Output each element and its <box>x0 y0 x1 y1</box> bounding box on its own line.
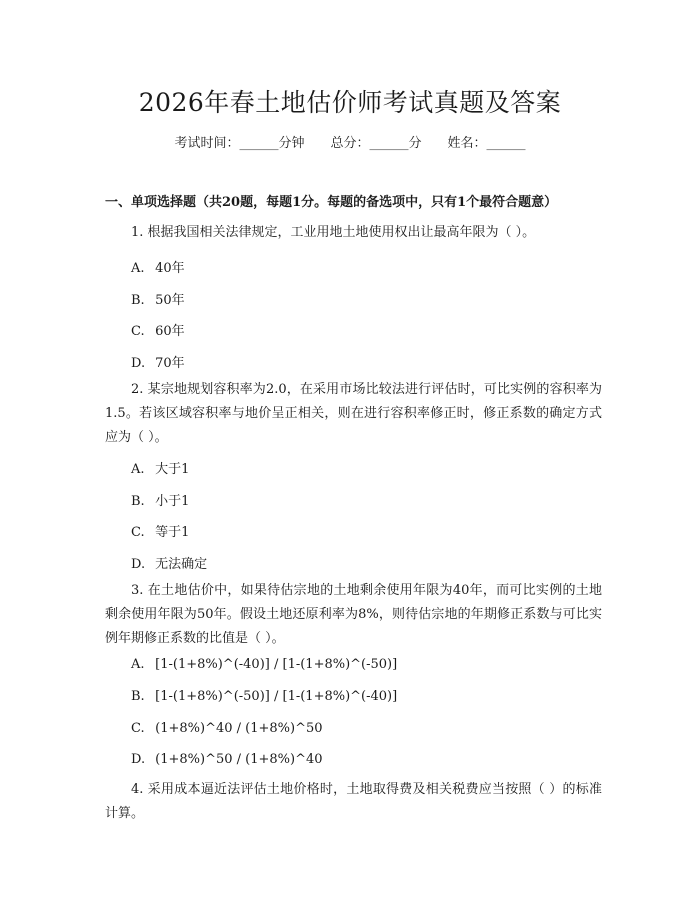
option-letter: A. <box>131 261 145 276</box>
option-letter: D. <box>131 557 146 572</box>
question-1: 1. 根据我国相关法律规定，工业用地土地使用权出让最高年限为（ ）。 <box>131 225 536 240</box>
option-text: 小于1 <box>155 494 190 509</box>
question-3-option-b <box>131 689 397 704</box>
option-letter: C. <box>131 324 145 339</box>
question-2-option-a <box>131 458 189 477</box>
option-letter: A. <box>131 657 145 672</box>
option-text: 70年 <box>155 356 185 371</box>
name-blank: ______ <box>486 136 526 151</box>
question-2-option-d <box>131 553 207 572</box>
exam-info-line <box>0 132 700 151</box>
question-2: 2. 某宗地规划容积率为2.0，在采用市场比较法进行评估时，可比实例的容积率为1.5。若该区域容积率与地价呈正相关，则在进行容积率修正时，修正系数的确定方式应为（ ）。 <box>105 382 602 445</box>
option-text: (1+8%)^50 / (1+8%)^40 <box>155 752 323 767</box>
option-letter: D. <box>131 356 146 371</box>
option-text: (1+8%)^40 / (1+8%)^50 <box>155 721 323 736</box>
option-letter: D. <box>131 752 146 767</box>
section-heading: 一、单项选择题（共20题，每题1分。每题的备选项中，只有1个最符合题意） <box>105 195 558 210</box>
option-letter: B. <box>131 494 145 509</box>
question-3: 3. 在土地估价中，如果待估宗地的土地剩余使用年限为40年，而可比实例的土地剩余使用年限为50年。假设土地还原利率为8%，则待估宗地的年期修正系数与可比实例年期修正系数的比值是（ ）。 <box>105 583 602 646</box>
score-unit: 分 <box>408 136 422 151</box>
option-letter: C. <box>131 525 145 540</box>
option-letter: C. <box>131 721 145 736</box>
option-letter: B. <box>131 293 145 308</box>
option-text: 等于1 <box>155 525 190 540</box>
option-text: 无法确定 <box>155 557 208 572</box>
question-1-option-c <box>131 320 185 339</box>
option-text: 40年 <box>155 261 185 276</box>
option-text: 50年 <box>155 293 185 308</box>
score-blank: ______ <box>369 136 409 151</box>
question-2-option-b <box>131 490 189 509</box>
option-letter: A. <box>131 462 145 477</box>
time-unit: 分钟 <box>278 136 305 151</box>
option-letter: B. <box>131 689 145 704</box>
option-text: 大于1 <box>155 462 190 477</box>
question-3-option-c <box>131 721 323 736</box>
question-1-option-a <box>131 257 185 276</box>
question-1-option-d <box>131 352 185 371</box>
question-3-option-a <box>131 657 397 672</box>
question-2-option-c <box>131 521 189 540</box>
page-title: 2026年春土地估价师考试真题及答案 <box>138 88 562 117</box>
option-text: 60年 <box>155 324 185 339</box>
question-4: 4. 采用成本逼近法评估土地价格时，土地取得费及相关税费应当按照（ ）的标准计算。 <box>105 782 602 821</box>
time-label: 考试时间： <box>174 136 240 151</box>
score-label: 总分： <box>330 136 370 151</box>
option-text: [1-(1+8%)^(-50)] / [1-(1+8%)^(-40)] <box>155 689 398 704</box>
question-3-option-d <box>131 752 323 767</box>
name-label: 姓名： <box>447 136 487 151</box>
question-1-option-b <box>131 289 185 308</box>
time-blank: ______ <box>239 136 279 151</box>
option-text: [1-(1+8%)^(-40)] / [1-(1+8%)^(-50)] <box>155 657 398 672</box>
